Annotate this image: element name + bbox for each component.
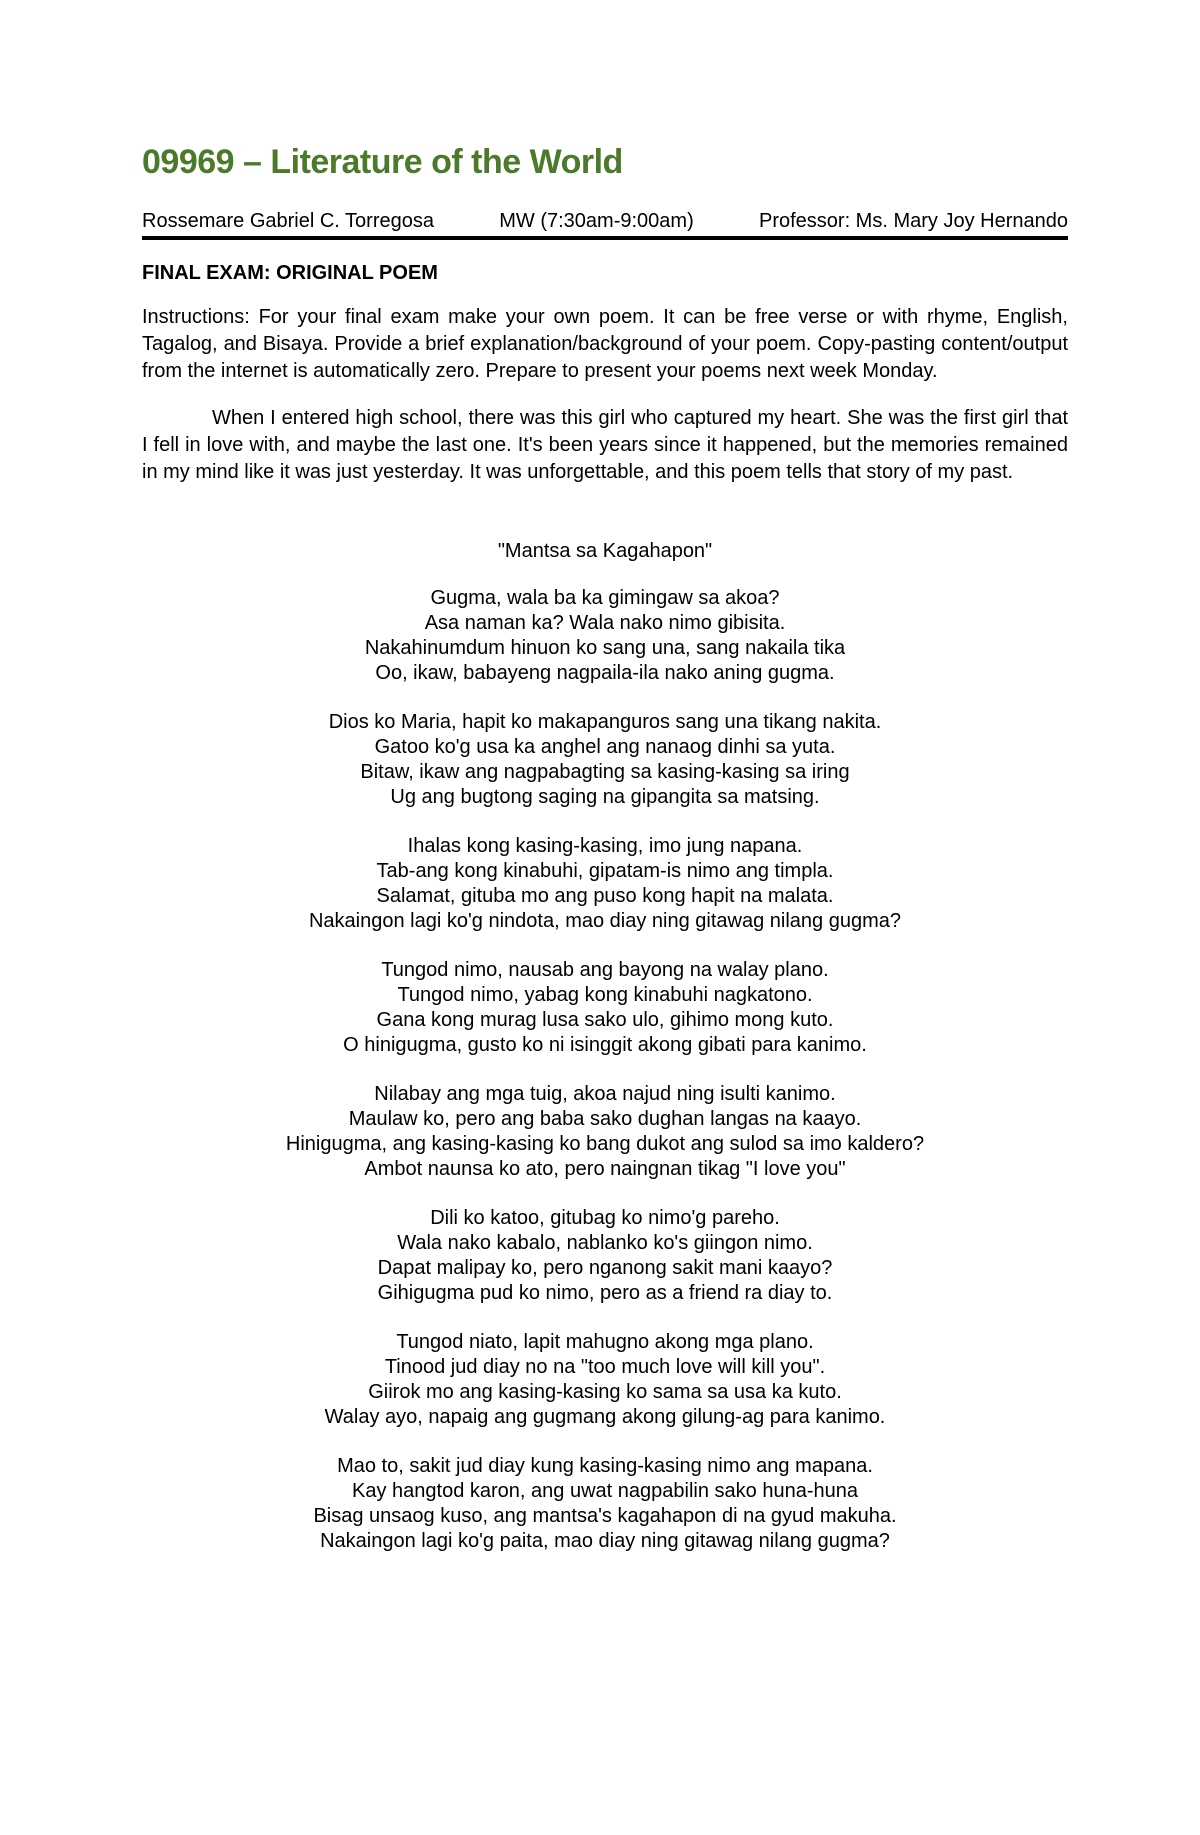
poem-stanza bbox=[142, 710, 1068, 810]
student-name: Rossemare Gabriel C. Torregosa bbox=[142, 210, 434, 232]
poem-line: Salamat, gituba mo ang puso kong hapit na malata. bbox=[376, 885, 834, 907]
poem-line: Nilabay ang mga tuig, akoa najud ning isulti kanimo. bbox=[374, 1083, 836, 1105]
poem-stanza bbox=[142, 586, 1068, 686]
poem-line: Gana kong murag lusa sako ulo, gihimo mong kuto. bbox=[376, 1009, 834, 1031]
poem-line: Bisag unsaog kuso, ang mantsa's kagahapon di na gyud makuha. bbox=[313, 1505, 897, 1527]
poem-line: Dili ko katoo, gitubag ko nimo'g pareho. bbox=[430, 1207, 780, 1229]
poem-line: Tab-ang kong kinabuhi, gipatam-is nimo ang timpla. bbox=[376, 860, 834, 882]
exam-instructions: Instructions: For your final exam make your own poem. It can be free verse or with rhyme, English, Tagalog, and Bisaya. Provide a brief explanation/background of your poem. Copy-pasting content/output from the internet is automatically zero. Prepare to present your poems next week Monday. bbox=[142, 306, 1068, 382]
poem-line: Nakaingon lagi ko'g nindota, mao diay ning gitawag nilang gugma? bbox=[308, 910, 901, 932]
poem-stanza bbox=[142, 1082, 1068, 1182]
poem-background: When I entered high school, there was this girl who captured my heart. She was the first girl that I fell in love with, and maybe the last one. It's been years since it happened, but the memories remained in my mind like it was just yesterday. It was unforgettable, and this poem tells that story of my past. bbox=[142, 407, 1068, 483]
poem-stanza bbox=[142, 1454, 1068, 1554]
poem-line: Kay hangtod karon, ang uwat nagpabilin sako huna-huna bbox=[352, 1480, 858, 1502]
exam-heading: FINAL EXAM: ORIGINAL POEM bbox=[142, 262, 438, 284]
course-title: 09969 – Literature of the World bbox=[142, 143, 623, 181]
class-schedule: MW (7:30am-9:00am) bbox=[499, 210, 694, 232]
poem-line: Hinigugma, ang kasing-kasing ko bang dukot ang sulod sa imo kaldero? bbox=[285, 1133, 925, 1155]
course-info-row bbox=[142, 208, 1068, 240]
poem-line: Ihalas kong kasing-kasing, imo jung napana. bbox=[407, 835, 803, 857]
poem-line: Dapat malipay ko, pero nganong sakit mani kaayo? bbox=[377, 1257, 833, 1279]
professor-name: Professor: Ms. Mary Joy Hernando bbox=[758, 210, 1068, 232]
poem-line: Wala nako kabalo, nablanko ko's giingon nimo. bbox=[397, 1232, 813, 1254]
poem-line: Gatoo ko'g usa ka anghel ang nanaog dinhi sa yuta. bbox=[374, 736, 836, 758]
poem-stanza bbox=[142, 1330, 1068, 1430]
poem-line: Mao to, sakit jud diay kung kasing-kasing nimo ang mapana. bbox=[337, 1455, 873, 1477]
poem-line: Nakahinumdum hinuon ko sang una, sang nakaila tika bbox=[364, 637, 846, 659]
poem-line: Oo, ikaw, babayeng nagpaila-ila nako aning gugma. bbox=[375, 662, 835, 684]
poem-line: Bitaw, ikaw ang nagpabagting sa kasing-kasing sa iring bbox=[360, 761, 850, 783]
poem bbox=[142, 538, 1068, 1554]
document-page bbox=[142, 140, 1068, 1578]
poem-line: Giirok mo ang kasing-kasing ko sama sa usa ka kuto. bbox=[368, 1381, 842, 1403]
poem-line: Tungod nimo, nausab ang bayong na walay plano. bbox=[381, 959, 829, 981]
poem-line: Dios ko Maria, hapit ko makapanguros sang una tikang nakita. bbox=[328, 711, 882, 733]
poem-line: Ambot naunsa ko ato, pero naingnan tikag "I love you" bbox=[364, 1158, 846, 1180]
poem-line: Maulaw ko, pero ang baba sako dughan langas na kaayo. bbox=[348, 1108, 862, 1130]
poem-line: O hinigugma, gusto ko ni isinggit akong gibati para kanimo. bbox=[343, 1034, 867, 1056]
poem-line: Asa naman ka? Wala nako nimo gibisita. bbox=[424, 612, 786, 634]
poem-line: Nakaingon lagi ko'g paita, mao diay ning gitawag nilang gugma? bbox=[320, 1530, 890, 1552]
poem-stanza bbox=[142, 1206, 1068, 1306]
poem-line: Gugma, wala ba ka gimingaw sa akoa? bbox=[430, 587, 780, 609]
poem-line: Tungod nimo, yabag kong kinabuhi nagkatono. bbox=[397, 984, 813, 1006]
poem-line: Tungod niato, lapit mahugno akong mga plano. bbox=[396, 1331, 814, 1353]
poem-title: "Mantsa sa Kagahapon" bbox=[497, 540, 713, 562]
poem-line: Ug ang bugtong saging na gipangita sa matsing. bbox=[390, 786, 820, 808]
poem-stanza bbox=[142, 834, 1068, 934]
poem-line: Tinood jud diay no na "too much love will kill you". bbox=[384, 1356, 826, 1378]
poem-line: Gihigugma pud ko nimo, pero as a friend ra diay to. bbox=[377, 1282, 833, 1304]
poem-stanza bbox=[142, 958, 1068, 1058]
poem-line: Walay ayo, napaig ang gugmang akong gilung-ag para kanimo. bbox=[324, 1406, 886, 1428]
